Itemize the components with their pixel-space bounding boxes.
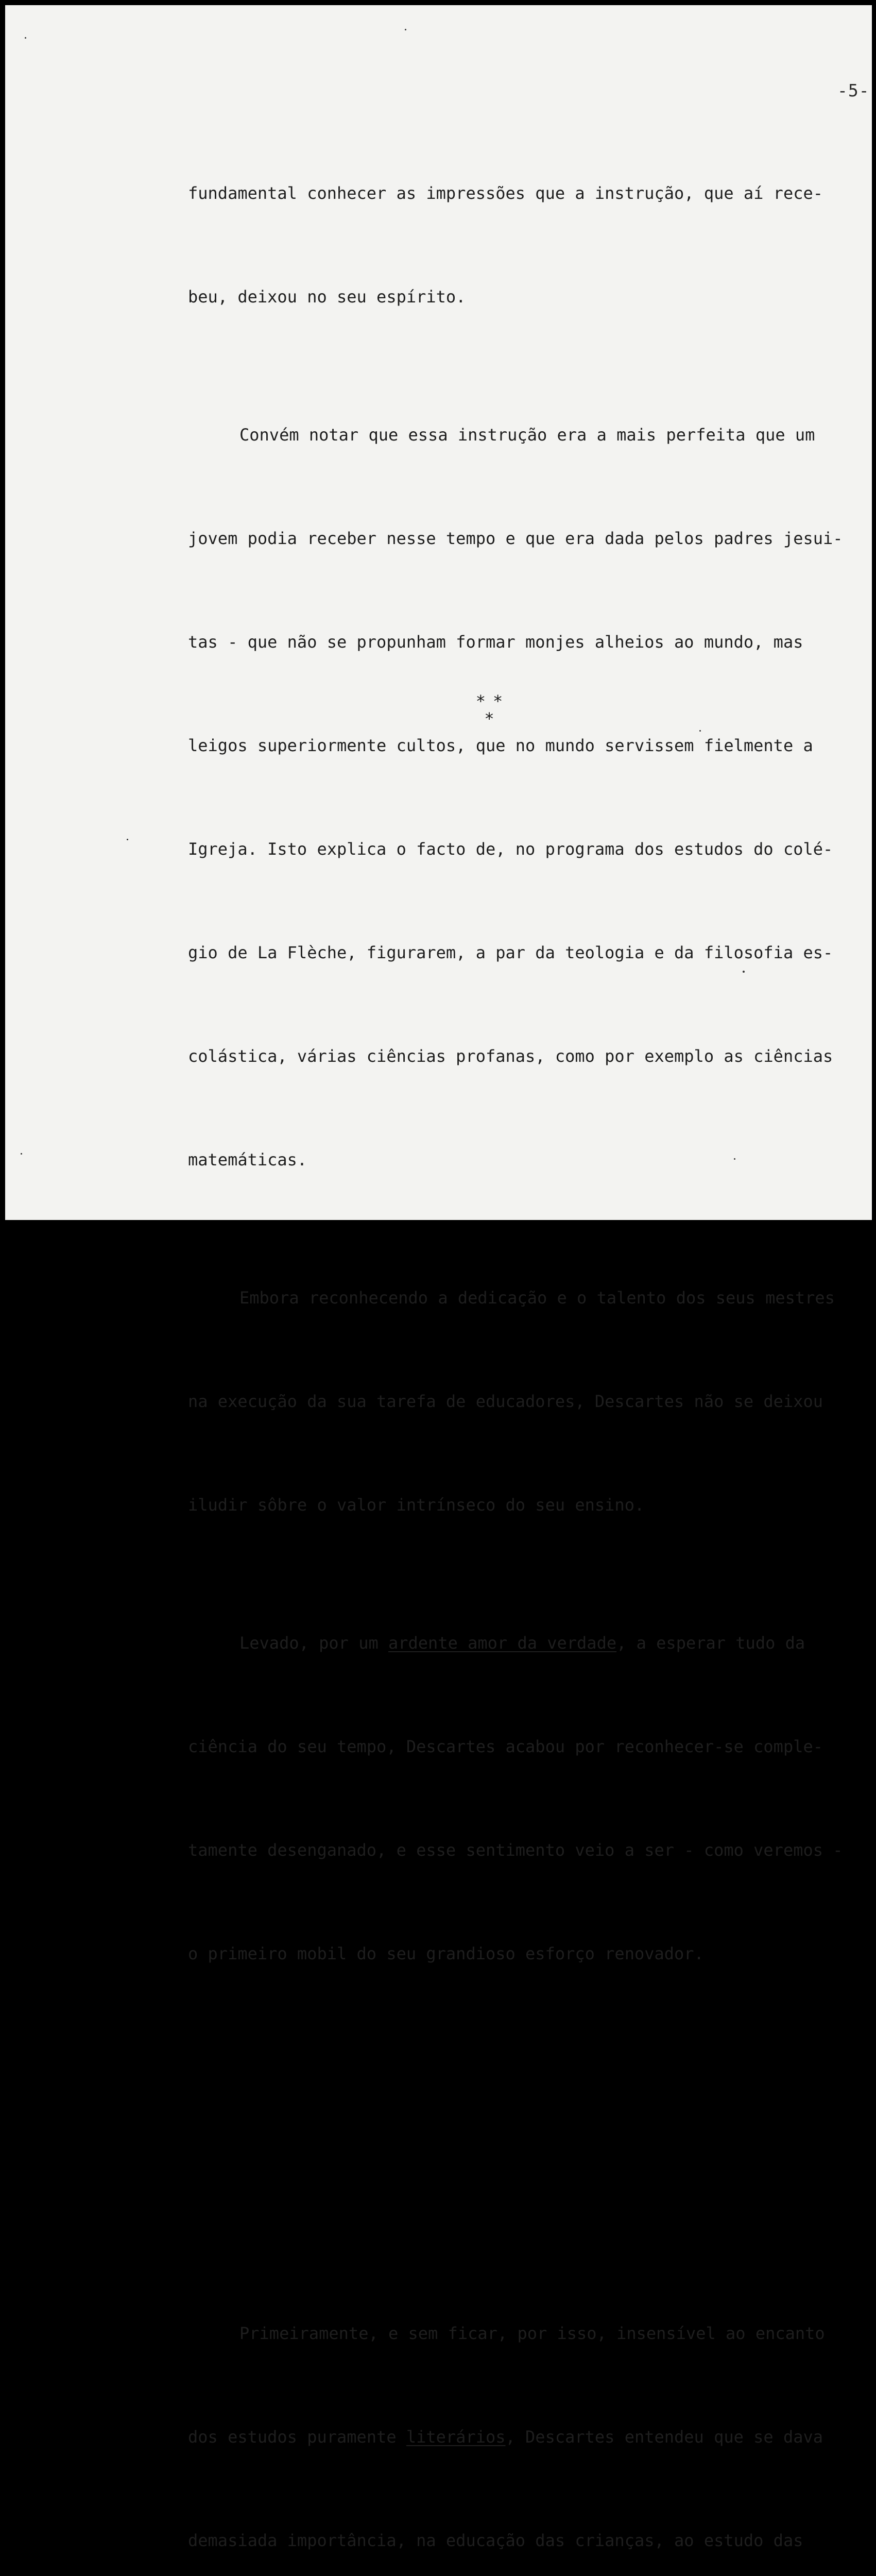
text-line: beu, deixou no seu espírito. — [188, 287, 466, 307]
paper-speck — [405, 29, 406, 30]
body-text — [188, 107, 857, 2576]
paper-speck — [127, 839, 128, 840]
text-line: Primeiramente, e sem ficar, por isso, insensível ao encanto — [239, 2324, 825, 2343]
text-fragment: , a esperar tudo da — [616, 1633, 805, 1653]
text-line: Embora reconhecendo a dedicação e o talento dos seus mestres — [239, 1288, 835, 1308]
page-number: -5- — [837, 80, 870, 100]
typewritten-page — [5, 5, 872, 2550]
text-line: tamente desenganado, e esse sentimento veio a ser - como veremos - — [188, 1840, 843, 1860]
text-line — [188, 1626, 857, 1660]
paper-speck — [25, 37, 26, 39]
paper-speck — [743, 971, 745, 973]
text-line: demasiada importância, na educação das crianças, ao estudo das — [188, 2531, 803, 2550]
text-line: leigos superiormente cultos, que no mundo servissem fielmente a — [188, 736, 813, 755]
text-line — [188, 2420, 857, 2454]
text-line: iludir sôbre o valor intrínseco do seu ensino. — [188, 1495, 645, 1515]
text-line: o primeiro mobil do seu grandioso esforço renovador. — [188, 1944, 704, 1963]
paper-speck — [734, 1158, 735, 1160]
text-line: gio de La Flèche, figurarem, a par da teologia e da filosofia es- — [188, 943, 833, 962]
separator-stars-top: ** — [475, 691, 510, 711]
paper-speck — [21, 1153, 22, 1155]
text-fragment: Levado, por um — [239, 1633, 388, 1653]
text-line: Convém notar que essa instrução era a mais perfeita que um — [239, 425, 815, 445]
underlined-phrase: ardente amor da verdade — [388, 1633, 617, 1653]
text-line: Igreja. Isto explica o facto de, no programa dos estudos do colé- — [188, 839, 833, 859]
underlined-word: literários — [406, 2427, 506, 2447]
text-line: na execução da sua tarefa de educadores, Descartes não se deixou — [188, 1392, 823, 1411]
separator-star-bottom: * — [484, 709, 494, 728]
text-fragment: , Descartes entendeu que se dava — [505, 2427, 823, 2447]
text-line: matemáticas. — [188, 1150, 307, 1170]
paper-speck — [699, 730, 701, 732]
text-line: ciência do seu tempo, Descartes acabou por reconhecer-se comple- — [188, 1737, 823, 1756]
separator-space — [188, 2178, 857, 2213]
text-fragment: dos estudos puramente — [188, 2427, 406, 2447]
text-line: fundamental conhecer as impressões que a instrução, que aí rece- — [188, 183, 823, 203]
text-line: tas - que não se propunham formar monjes alheios ao mundo, mas — [188, 632, 803, 652]
section-separator — [466, 693, 512, 728]
text-line: colástica, várias ciências profanas, como por exemplo as ciências — [188, 1046, 833, 1066]
separator-space — [188, 2075, 857, 2109]
text-line: jovem podia receber nesse tempo e que era dada pelos padres jesui- — [188, 529, 843, 548]
